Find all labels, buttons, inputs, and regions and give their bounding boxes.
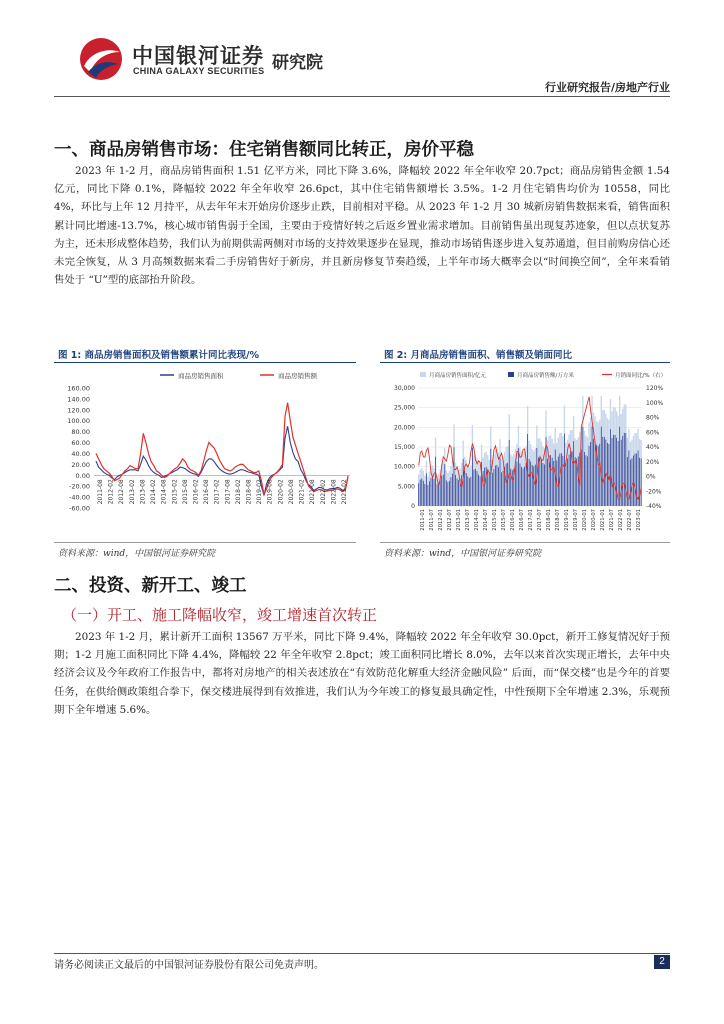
chart2-bar-amount [486,467,487,506]
chart2-bar-amount [632,458,633,506]
chart2-bar-amount [441,476,442,506]
chart2-bar-amount [420,480,421,506]
chart2-bar-amount [567,459,568,507]
chart2-y-left-tick: 20,000 [394,424,415,432]
brand-name-cn: 中国银河证券 [132,44,264,68]
chart2-x-tick-label: 2011-07 [429,509,435,531]
report-type: 行业研究报告/房地产行业 [544,81,670,94]
chart1-y-tick-label: -20.00 [69,482,90,491]
chart2-y-left-tick: 15,000 [394,444,415,451]
chart2-bar-amount [593,439,594,506]
chart1-y-tick-label: 140.00 [67,395,90,404]
chart2-x-tick-label: 2021-01 [600,509,606,531]
chart1-x-tick-label: 2022-08 [330,479,338,505]
chart2-bar-amount [490,449,491,506]
chart2-bar-amount [451,477,452,506]
chart2-x-tick-label: 2015-01 [492,509,498,531]
chart2-bar-amount [563,456,564,506]
figure2-bottom-rule [380,542,670,543]
chart2-bar-amount [515,465,516,506]
chart2-bar-amount [630,460,631,506]
chart2-x-tick-label: 2013-01 [456,509,462,531]
chart2-x-tick-label: 2022-01 [618,509,624,531]
section2-subtitle: （一）开工、施工降幅收窄，竣工增速首次转正 [62,606,378,624]
chart1-x-tick-label: 2015-02 [171,479,179,505]
chart2-bar-amount [641,458,642,506]
chart2-bar-amount [543,463,544,506]
chart2-bar-amount [638,451,639,507]
chart1-sales-cumulative-yoy [54,366,358,540]
chart1-y-tick-label: -40.00 [69,493,90,502]
chart2-bar-amount [609,444,610,506]
chart2-bar-amount [532,465,533,506]
chart2-x-tick-label: 2017-07 [537,509,543,531]
chart1-y-tick-label: 80.00 [71,428,90,437]
chart2-bar-amount [624,433,625,506]
chart1-y-tick-label: 20.00 [71,460,90,469]
chart2-bar-amount [621,440,622,506]
chart2-bar-amount [550,455,551,506]
chart2-bar-amount [612,438,613,506]
chart2-x-tick-label: 2019-07 [573,509,579,531]
chart2-bar-amount [573,441,574,506]
chart1-x-tick-label: 2017-08 [224,479,232,505]
chart2-bar-amount [443,475,444,506]
figure2-title: 图 2: 月商品房销售面积、销售额及销面同比 [384,350,573,361]
chart2-y-right-tick: -20% [646,488,662,496]
chart2-y-left-tick: 10,000 [394,463,415,471]
chart2-bar-amount [547,459,548,506]
chart2-bar-amount [424,484,425,506]
chart2-bar-amount [446,480,447,506]
chart2-y-left-tick: 30,000 [394,385,415,392]
chart2-bar-amount [512,470,513,506]
chart2-bar-amount [592,427,593,506]
chart2-bar-amount [635,453,636,506]
chart2-bar-amount [421,479,422,506]
chart2-bar-amount [431,478,432,506]
chart2-legend-swatch [508,372,514,377]
chart2-bar-amount [540,457,541,506]
chart2-bar-amount [423,481,424,506]
chart1-x-tick-label: 2018-08 [245,479,253,505]
chart2-y-right-tick: 80% [646,414,660,422]
chart1-x-tick-label: 2013-02 [128,479,136,505]
chart2-bar-amount [615,435,616,506]
chart2-bar-amount [558,457,559,506]
chart2-x-tick-label: 2012-01 [438,509,444,531]
chart2-bar-amount [503,471,504,506]
chart2-bar-amount [429,481,430,506]
figure2-title-rule [380,362,670,363]
chart2-bar-amount [570,452,571,507]
chart2-x-tick-label: 2016-01 [510,509,516,531]
chart2-bar-amount [520,463,521,506]
chart2-bar-amount [477,471,478,506]
chart1-x-tick-label: 2015-08 [181,479,189,505]
chart1-x-tick-label: 2012-02 [107,479,115,505]
chart2-bar-amount [501,472,502,506]
chart2-bar-amount [487,469,488,506]
chart2-bar-amount [454,447,455,506]
chart2-bar-amount [506,464,507,507]
chart2-bar-amount [426,473,427,506]
chart2-bar-amount [541,460,542,506]
chart1-x-tick-label: 2019-02 [256,479,264,505]
chart2-bar-amount [526,463,527,506]
chart2-x-tick-label: 2020-07 [591,509,597,531]
chart2-bar-amount [483,471,484,506]
chart2-legend-swatch [420,372,426,377]
chart2-x-tick-label: 2015-07 [501,509,507,531]
chart2-bar-amount [432,477,433,506]
chart2-legend-label: 月商品房销售面积/亿元 [429,373,486,379]
chart2-y-right-tick: 40% [646,444,660,451]
header-divider [54,96,670,97]
chart2-bar-amount [561,453,562,506]
chart2-bar-amount [480,476,481,506]
chart1-x-tick-label: 2021-08 [309,479,317,505]
chart2-bar-amount [639,458,640,506]
chart2-bar-amount [475,469,476,506]
chart2-bar-amount [428,485,429,506]
chart2-x-tick-label: 2021-07 [609,509,615,531]
chart2-x-tick-label: 2016-07 [519,509,525,531]
chart2-x-tick-label: 2017-01 [528,509,534,531]
chart2-bar-amount [437,484,438,506]
chart2-bar-amount [633,456,634,507]
chart1-x-tick-label: 2022-02 [319,479,327,505]
chart2-bar-amount [478,475,479,507]
chart1-y-tick-label: 40.00 [71,449,90,458]
page-number: 2 [654,955,670,969]
chart2-bar-amount [622,436,623,506]
chart2-bar-amount [564,434,565,506]
chart2-bar-amount [619,427,620,506]
chart2-bar-amount [552,458,553,506]
chart2-bar-amount [524,467,525,506]
chart2-y-right-tick: 0% [646,473,656,481]
chart2-x-tick-label: 2023-01 [636,509,642,531]
chart1-x-tick-label: 2017-02 [213,479,221,505]
chart2-bar-amount [590,442,591,506]
chart2-monthly-sales [380,366,670,540]
chart2-x-tick-label: 2018-01 [546,509,552,531]
chart2-bar-amount [466,473,467,506]
chart2-bar-amount [498,467,499,506]
chart1-y-tick-label: -60.00 [69,504,90,513]
galaxy-logo-icon [78,36,124,82]
chart2-bar-amount [602,437,603,506]
chart2-bar-amount [533,466,534,506]
footer-divider [54,953,670,954]
chart2-bar-amount [589,446,590,506]
chart2-x-tick-label: 2018-07 [555,509,561,531]
figure1-source: 资料来源：wind，中国银河证券研究院 [58,549,216,559]
chart2-bar-amount [518,448,519,506]
chart1-x-tick-label: 2014-02 [150,479,158,505]
chart2-bar-amount [529,459,530,506]
chart2-bar-amount [461,475,462,506]
chart1-x-tick-label: 2018-02 [234,479,242,505]
chart2-bar-amount [444,464,445,506]
figure1-title-rule [54,362,356,363]
chart2-y-left-tick: 25,000 [394,404,415,412]
chart2-bar-amount [569,455,570,506]
chart2-y-right-tick: -40% [646,503,662,510]
chart2-bar-amount [507,463,508,506]
chart1-x-tick-label: 2020-02 [277,479,285,505]
chart2-bar-amount [472,448,473,506]
chart1-y-tick-label: 100.00 [67,417,90,426]
chart2-bar-amount [455,475,456,506]
chart2-bar-amount [469,478,470,506]
chart2-x-tick-label: 2012-07 [447,509,453,531]
chart2-bar-amount [566,460,567,506]
chart1-y-tick-label: 60.00 [71,439,90,448]
chart2-bar-amount [493,469,494,506]
chart2-bar-amount [418,483,419,506]
chart2-bar-amount [625,433,626,506]
chart2-bar-amount [575,457,576,506]
chart2-y-right-tick: 100% [646,399,664,407]
chart2-bar-amount [495,466,496,506]
chart2-bar-amount [470,477,471,506]
chart1-x-tick-label: 2011-08 [97,479,104,505]
chart2-bar-amount [578,457,579,507]
chart1-legend-label: 商品房销售额 [278,372,317,380]
chart2-bar-amount [586,455,587,506]
chart2-legend-label: 月销面同比/%（右） [615,373,667,379]
chart2-bar-amount [457,478,458,506]
chart2-y-left-tick: 5,000 [397,483,415,491]
chart1-x-tick-label: 2020-08 [287,479,295,505]
chart2-bar-amount [584,452,585,506]
figure1-title: 图 1: 商品房销售面积及销售额累计同比表现/% [58,350,260,361]
figure1-bottom-rule [54,542,356,543]
brand-name-en: CHINA GALAXY SECURITIES [133,66,265,76]
chart2-bar-amount [601,427,602,506]
section2-title: 二、投资、新开工、竣工 [54,576,247,596]
figure2-source: 资料来源：wind，中国银河证券研究院 [384,549,542,559]
chart2-bar-amount [613,435,614,506]
chart2-x-tick-label: 2022-07 [627,509,633,531]
chart2-bar-amount [458,480,459,506]
chart1-legend-label: 商品房销售面积 [178,372,224,380]
chart2-bar-amount [521,467,522,506]
chart2-bar-amount [636,454,637,507]
chart2-y-right-tick: 60% [646,429,660,437]
chart1-x-tick-label: 2021-02 [298,479,306,505]
chart2-x-tick-label: 2020-01 [582,509,588,531]
chart2-bar-amount [492,473,493,506]
chart2-bar-amount [517,462,518,507]
chart2-bar-amount [434,479,435,506]
chart1-x-tick-label: 2023-02 [341,479,348,505]
chart2-bar-amount [497,465,498,506]
chart2-bar-amount [610,429,611,506]
chart1-x-tick-label: 2012-08 [118,479,126,505]
chart1-x-tick-label: 2016-02 [192,479,200,505]
chart2-bar-amount [599,444,600,506]
chart2-bar-amount [447,482,448,506]
chart2-bar-amount [582,427,583,506]
chart2-bar-amount [595,442,596,506]
chart2-x-tick-label: 2011-01 [420,509,426,531]
page-header [0,0,724,100]
chart2-bar-amount [489,473,490,506]
chart2-bar-amount [544,464,545,506]
section1-title: 一、商品房销售市场：住宅销售额同比转正，房价平稳 [54,140,474,160]
chart1-x-tick-label: 2019-08 [266,479,274,505]
chart2-bar-amount [500,458,501,506]
chart2-x-tick-label: 2014-01 [474,509,480,531]
chart2-bar-amount [467,476,468,506]
chart2-y-right-tick: 120% [646,385,664,392]
chart2-y-right-tick: 20% [646,458,660,466]
chart1-x-tick-label: 2014-08 [160,479,168,505]
chart2-bar-amount [587,456,588,506]
chart2-bar-amount [452,474,453,506]
chart2-bar-amount [474,470,475,506]
chart2-bar-amount [449,481,450,506]
chart2-bar-amount [464,471,465,506]
section1-paragraph: 2023 年 1-2 月，商品房销售面积 1.51 亿平方米，同比下降 3.6%，降幅较 2022 年全年收窄 20.7pct；商品房销售金额 1.54 亿元，同比下降 0.1%，降幅较 2022 年全年收窄 26.6pct，其中住宅销售额增长 3.5%。1-2 月住宅销售均价为 10558，同比 4%，环比与上年 12 月持平，从去年年末开始房价逐步止跌，目前相对平稳。从 2023 年 1-2 月 30 城新房销售数据来看，销售面积累计同比增速-13.7%，核心城市销售弱于全国，主要由于疫情好转之后返乡置业需求增加。目前销售虽出现复苏迹象，但以点状复苏为主，还未形成整体趋势，我们认为前期供需两侧对市场的支持效果逐步在显现，推动市场销售逐步进入复苏通道，但目前购房信心还未完全恢复，从 3 月高频数据来看二手房销售好于新房，并且新房修复节奏趋缓，上半年市场大概率会以“时间换空间”，全年来看销售处于 “U”型的底部抬升阶段。 [54,165,670,287]
chart2-bar-amount [435,457,436,506]
chart2-bar-amount [440,479,441,506]
chart1-y-tick-label: 120.00 [67,406,90,415]
chart2-bar-amount [484,468,485,506]
chart2-legend-label: 月商品房销售额/万方米 [517,373,574,379]
chart2-bar-amount [438,483,439,506]
chart1-y-tick-label: 0.00 [75,471,90,480]
institute-label: 研究院 [272,53,323,73]
chart2-bar-amount [598,446,599,506]
footer-disclaimer: 请务必阅读正文最后的中国银河证券股份有限公司免责声明。 [54,960,324,971]
chart2-bar-amount [604,437,605,506]
chart2-x-tick-label: 2019-01 [564,509,570,531]
chart1-y-tick-label: 160.00 [67,384,90,393]
chart1-x-tick-label: 2016-08 [203,479,211,505]
chart2-y-left-tick: 0 [411,503,415,510]
chart2-bar-amount [523,468,524,506]
chart1-x-tick-label: 2013-08 [139,479,147,505]
section2-paragraph: 2023 年 1-2 月，累计新开工面积 13567 万平米，同比下降 9.4%，降幅较 2022 年全年收窄 30.0pct，新开工修复情况好于预期；1-2 月施工面积同比下降 4.4%，降幅较 22 年全年收窄 2.8pct；竣工面积同比增长 8.0%，去年以来首次实现正增长，去年中央经济会议及今年政府工作报告中，都将对房地产的相关表述放在“有效防范化解重大经济金融风险” 后面，而“保交楼”也是今年的首要任务，在供给侧政策组合拳下，保交楼进展得到有效推进，我们认为今年竣工的修复最具确定性，中性预期下全年增速 2.3%，乐观预期下全年增速 5.6%。 [54,631,670,716]
chart2-bar-amount [530,462,531,507]
chart2-x-tick-label: 2014-07 [483,509,489,531]
chart2-x-tick-label: 2013-07 [465,509,471,531]
